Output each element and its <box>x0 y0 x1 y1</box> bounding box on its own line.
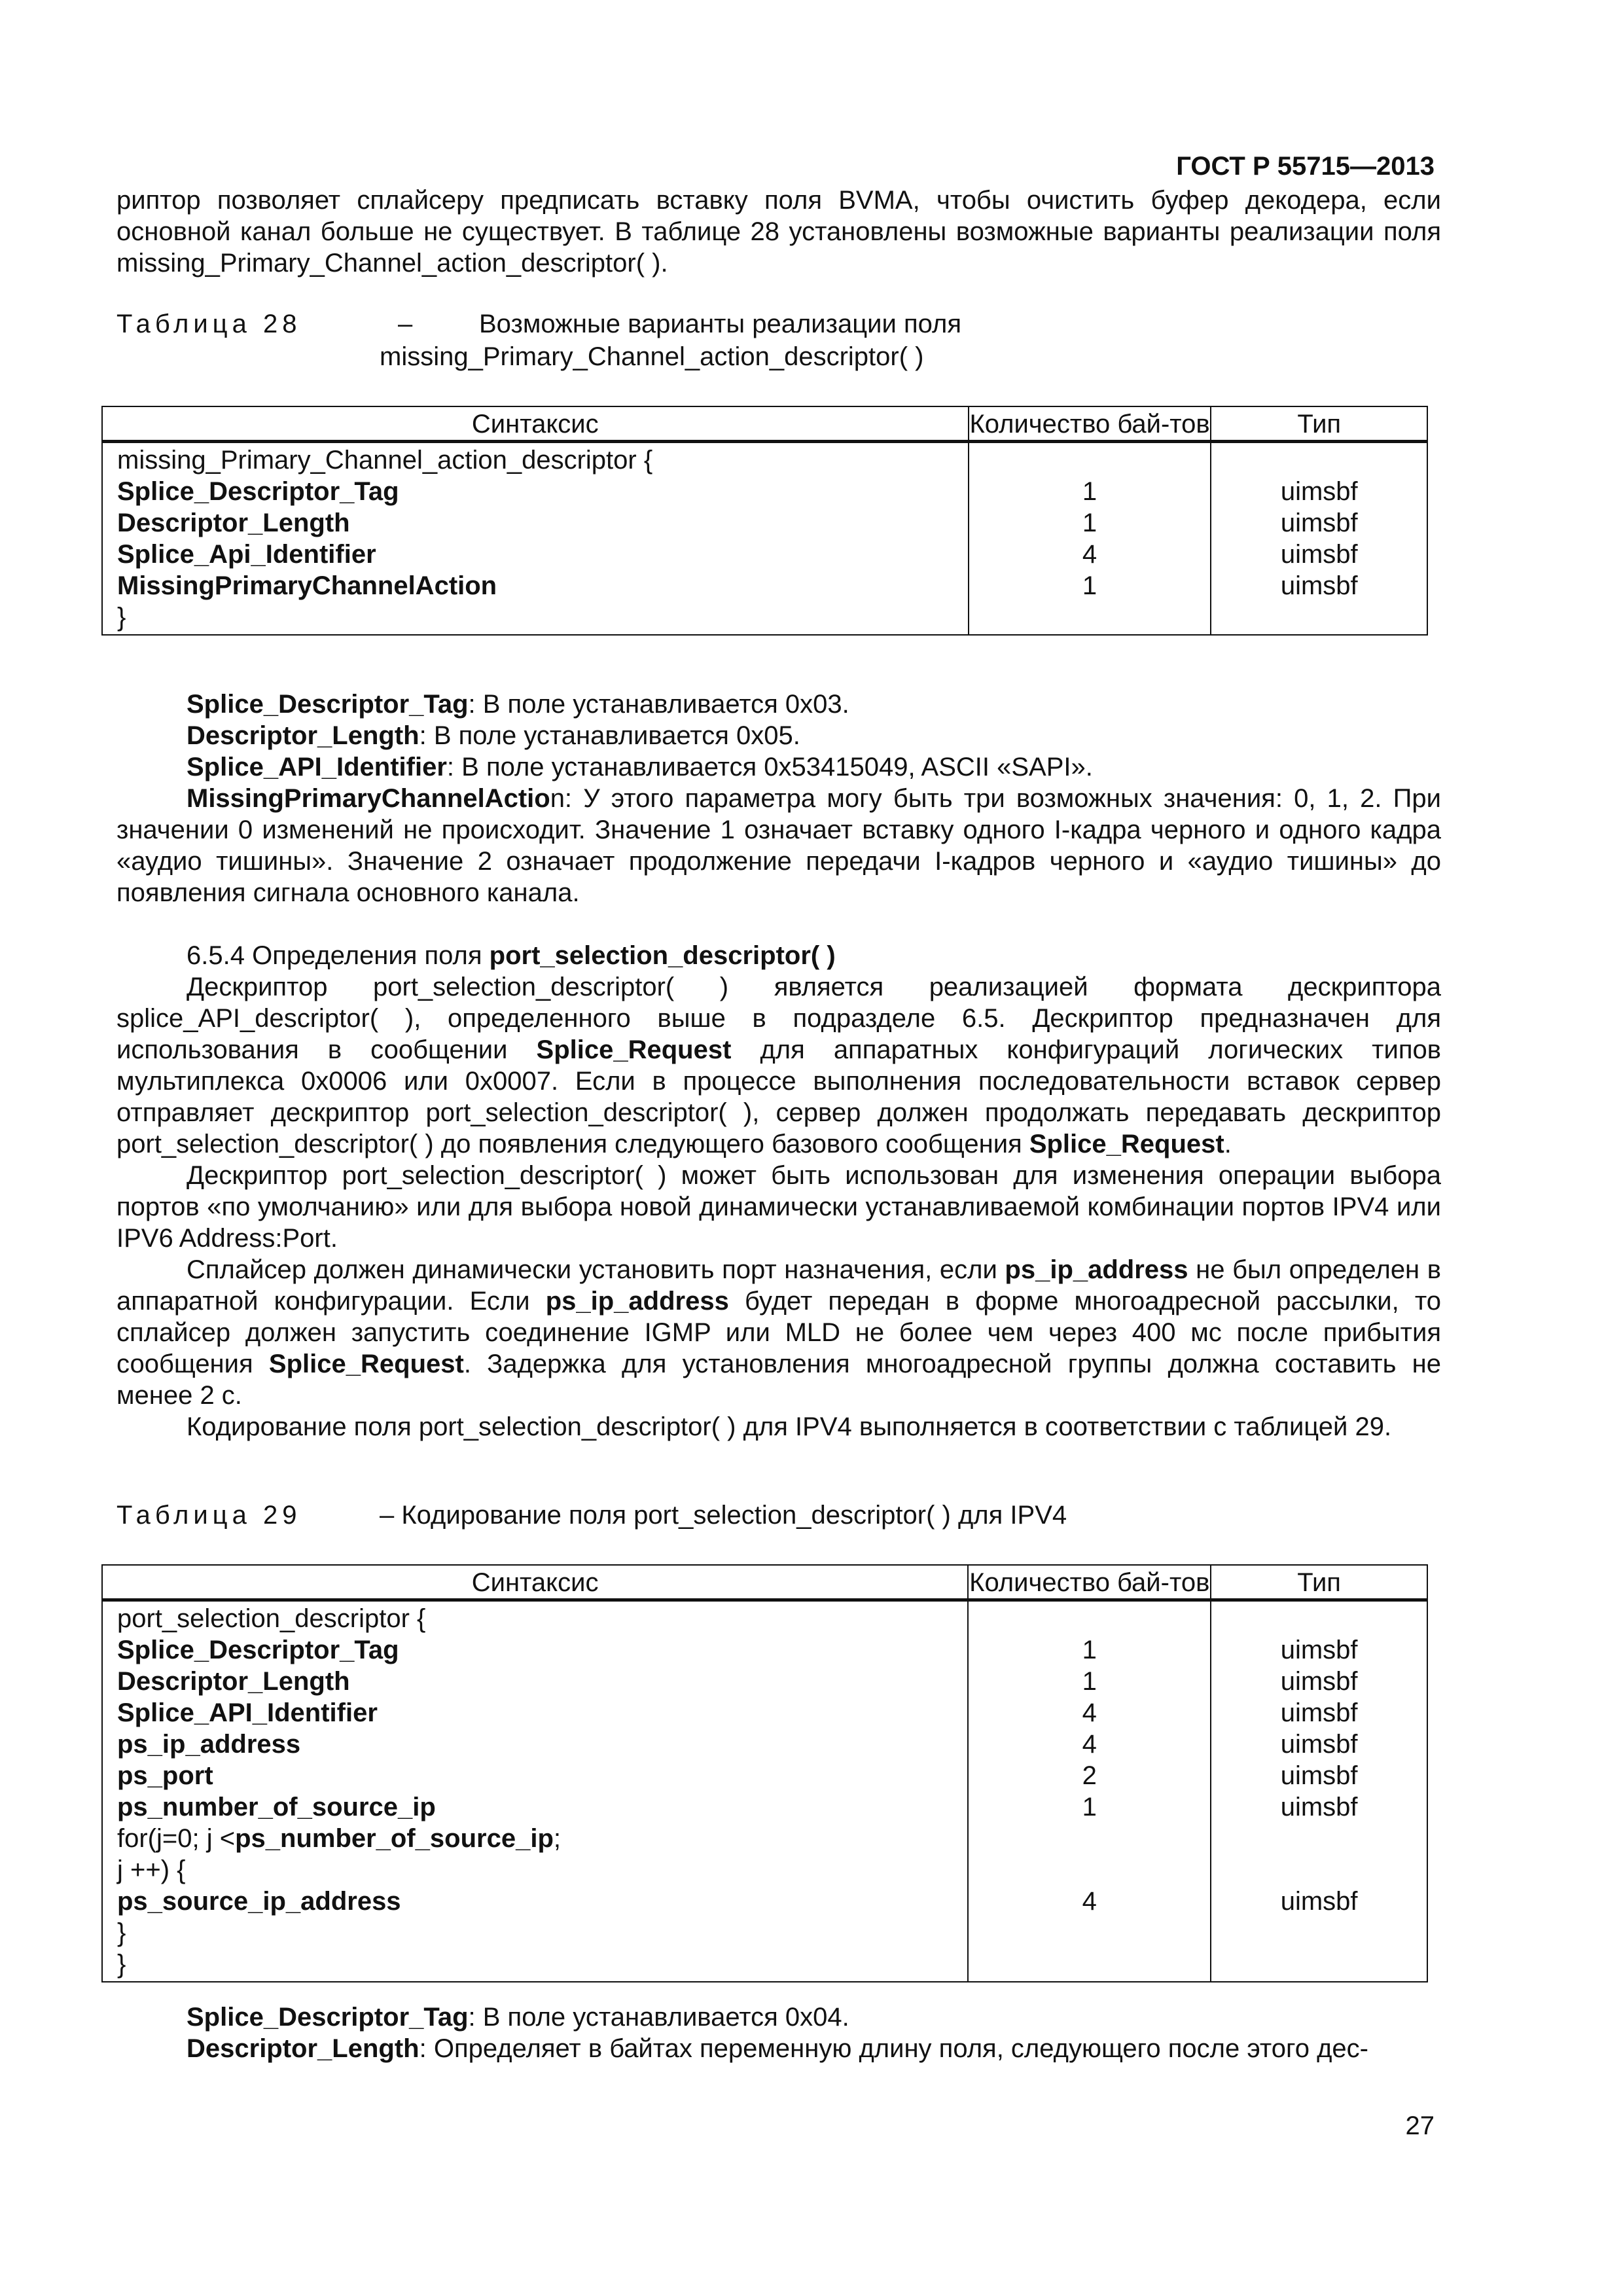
table-header-row <box>102 1565 1427 1600</box>
bytes-line <box>969 444 1211 476</box>
type-line <box>1211 1603 1427 1634</box>
paragraph-4: Кодирование поля port_selection_descriptor( ) для IPV4 выполняется в соответствии с таблицей 29. <box>187 1412 1392 1441</box>
syntax-line: MissingPrimaryChannelAction <box>117 571 497 600</box>
text-run: Сплайсер должен динамически установить порт назначения, если <box>187 1255 1005 1284</box>
table-body-row <box>102 442 1427 636</box>
syntax-line: missing_Primary_Channel_action_descriptor { <box>117 446 653 475</box>
type-line: uimsbf <box>1280 1730 1358 1759</box>
term: MissingPrimaryChannelActio <box>187 784 550 813</box>
definition-action <box>116 783 1441 908</box>
paragraph-2: Дескриптор port_selection_descriptor( ) может быть использован для изменения операции выбора портов «по умолчанию» или для выбора новой динамически устанавливаемой комбинации портов IPV4 или IPV6 Address:Port. <box>116 1161 1441 1253</box>
syntax-line <box>117 1823 967 1854</box>
table-28-title-line2: missing_Primary_Channel_action_descriptor( ) <box>380 342 924 371</box>
loop-text: for(j=0; j < <box>117 1824 236 1853</box>
syntax-line: ps_source_ip_address <box>117 1887 401 1916</box>
type-line: uimsbf <box>1280 1698 1358 1727</box>
definition-text: : В поле устанавливается 0x03. <box>468 690 849 719</box>
definition-text: : Определяет в байтах переменную длину поля, следующего после этого дес- <box>419 2034 1368 2063</box>
bytes-line <box>969 1854 1210 1886</box>
type-cell <box>1211 1600 1427 1982</box>
syntax-line: Descriptor_Length <box>117 1667 350 1696</box>
bytes-line: 1 <box>1082 1793 1097 1821</box>
term: Splice_Request <box>536 1035 732 1064</box>
term: ps_ip_address <box>545 1287 729 1316</box>
header-syntax: Синтаксис <box>102 1565 968 1600</box>
syntax-line: ps_ip_address <box>117 1730 301 1759</box>
term: Splice_Descriptor_Tag <box>187 2003 469 2032</box>
loop-text: ; <box>553 1824 562 1853</box>
term: Splice_Request <box>1029 1130 1224 1158</box>
type-cell <box>1211 442 1427 636</box>
type-line: uimsbf <box>1280 540 1358 569</box>
syntax-line: Descriptor_Length <box>117 509 350 537</box>
bytes-line: 4 <box>1082 1887 1097 1916</box>
table-28-title-line1: Возможные варианты реализации поля <box>479 310 961 338</box>
type-line: uimsbf <box>1280 477 1358 506</box>
bytes-line: 2 <box>1082 1761 1097 1790</box>
type-line <box>1211 1854 1427 1886</box>
heading-term: port_selection_descriptor( ) <box>489 941 836 970</box>
bytes-cell <box>969 442 1211 636</box>
type-line: uimsbf <box>1280 1887 1358 1916</box>
table-28-caption <box>116 308 1441 373</box>
text-run: для аппаратных конфигураций логических типов мультиплекса 0x0006 или 0x0007. Если в процессе выполнения последовательности вставок сервер отправляет дескриптор port_selection_descriptor( ), сервер должен продолжать передавать дескриптор port_selection_descriptor( ) до появления следующего базового сообщения <box>116 1035 1441 1158</box>
intro-text: риптор позволяет сплайсеру предписать вставку поля BVMA, чтобы очистить буфер декодера, если основной канал больше не существует. В таблице 28 установлены возможные варианты реализации поля missing_Primary_Channel_action_descriptor( ). <box>116 186 1441 278</box>
syntax-line: port_selection_descriptor { <box>117 1604 426 1633</box>
definition-tag <box>116 2001 1441 2033</box>
definition-tag <box>116 689 1441 720</box>
syntax-line: j ++) { <box>117 1856 186 1884</box>
type-line: uimsbf <box>1280 1636 1358 1664</box>
header-type: Тип <box>1211 406 1427 442</box>
page-number: 27 <box>1405 2111 1435 2140</box>
header-type: Тип <box>1211 1565 1427 1600</box>
type-line <box>1211 1823 1427 1854</box>
syntax-cell <box>102 442 969 636</box>
table-29 <box>101 1564 1428 1982</box>
bytes-line: 1 <box>1082 477 1097 506</box>
type-line: uimsbf <box>1280 1761 1358 1790</box>
type-line: uimsbf <box>1280 571 1358 600</box>
type-line: uimsbf <box>1280 1793 1358 1821</box>
header-syntax: Синтаксис <box>102 406 969 442</box>
definition-text: : В поле устанавливается 0x53415049, ASCII «SAPI». <box>446 753 1093 781</box>
table-header-row <box>102 406 1427 442</box>
syntax-line: ps_port <box>117 1761 213 1790</box>
text-run: будет передан в форме многоадресной рассылки, то сплайсер должен запустить соединение IGMP или MLD не более чем через 400 мс после прибытия сообщения <box>116 1287 1442 1378</box>
syntax-line: Splice_Descriptor_Tag <box>117 1636 399 1664</box>
standard-header: ГОСТ Р 55715—2013 <box>1176 152 1435 181</box>
definition-text: : В поле устанавливается 0x04. <box>468 2003 849 2032</box>
intro-paragraph <box>116 185 1441 279</box>
bytes-cell <box>968 1600 1211 1982</box>
syntax-line: Splice_Descriptor_Tag <box>117 477 399 506</box>
bytes-line: 1 <box>1082 1636 1097 1664</box>
syntax-cell <box>102 1600 968 1982</box>
table-body-row <box>102 1600 1427 1982</box>
table-29-title: – Кодирование поля port_selection_descriptor( ) для IPV4 <box>380 1501 1067 1530</box>
table-28-definitions <box>116 689 1441 908</box>
syntax-line: Splice_API_Identifier <box>117 1698 378 1727</box>
type-line: uimsbf <box>1280 1667 1358 1696</box>
table-28 <box>101 406 1428 636</box>
definition-length <box>116 2033 1441 2064</box>
table-29-label: Таблица 29 <box>116 1501 302 1530</box>
paragraph-3 <box>116 1254 1441 1411</box>
bytes-line <box>969 1823 1210 1854</box>
text-run: Дескриптор port_selection_descriptor( ) является реализацией формата дескриптора splice_API_descriptor( ), определенного выше в подразделе 6.5. Дескриптор предназначен для использования в сообщении <box>116 973 1441 1064</box>
syntax-line: } <box>117 603 126 632</box>
text-run: не был определен в аппаратной конфигурации. Если <box>116 1255 1442 1316</box>
definition-text: n: У этого параметра могу быть три возможных значения: 0, 1, 2. При значении 0 изменений не происходит. Значение 1 означает вставку одного I-кадра черного и одного кадра «аудио тишины». Значение 2 означает продолжение передачи I-кадров черного и «аудио тишины» до появления сигнала основного канала. <box>116 784 1441 907</box>
term: Descriptor_Length <box>187 721 419 750</box>
bytes-line: 1 <box>1082 509 1097 537</box>
text-run: . <box>1224 1130 1232 1158</box>
table-28-label: Таблица 28 <box>116 310 302 338</box>
bytes-line: 4 <box>1082 1730 1097 1759</box>
bytes-line: 1 <box>1082 571 1097 600</box>
term: Splice_Descriptor_Tag <box>187 690 469 719</box>
term: Descriptor_Length <box>187 2034 419 2063</box>
section-heading <box>116 940 1441 971</box>
syntax-line: Splice_Api_Identifier <box>117 540 376 569</box>
syntax-line: ps_number_of_source_ip <box>117 1793 436 1821</box>
text-run: . Задержка для установления многоадресной группы должна составить не менее 2 с. <box>116 1350 1442 1410</box>
term: Splice_Request <box>268 1350 464 1378</box>
term: Splice_API_Identifier <box>187 753 447 781</box>
definition-api <box>116 751 1441 783</box>
section-6-5-4 <box>116 940 1441 1443</box>
term: ps_ip_address <box>1005 1255 1188 1284</box>
bytes-line: 1 <box>1082 1667 1097 1696</box>
table-29-caption <box>116 1499 1441 1532</box>
bytes-line: 4 <box>1082 1698 1097 1727</box>
heading-text: 6.5.4 Определения поля <box>187 941 490 970</box>
type-line: uimsbf <box>1280 509 1358 537</box>
syntax-line: } <box>117 1918 126 1947</box>
bytes-line <box>969 1603 1210 1634</box>
paragraph-1 <box>116 971 1441 1160</box>
table-28-dash: – <box>398 310 413 338</box>
header-bytes: Количество бай-тов <box>968 1565 1211 1600</box>
definition-text: : В поле устанавливается 0x05. <box>419 721 800 750</box>
table-29-definitions <box>116 2001 1441 2064</box>
type-line <box>1211 444 1427 476</box>
syntax-line: } <box>117 1950 126 1979</box>
definition-length <box>116 720 1441 751</box>
loop-term: ps_number_of_source_ip <box>235 1824 554 1853</box>
header-bytes: Количество бай-тов <box>969 406 1211 442</box>
bytes-line: 4 <box>1082 540 1097 569</box>
